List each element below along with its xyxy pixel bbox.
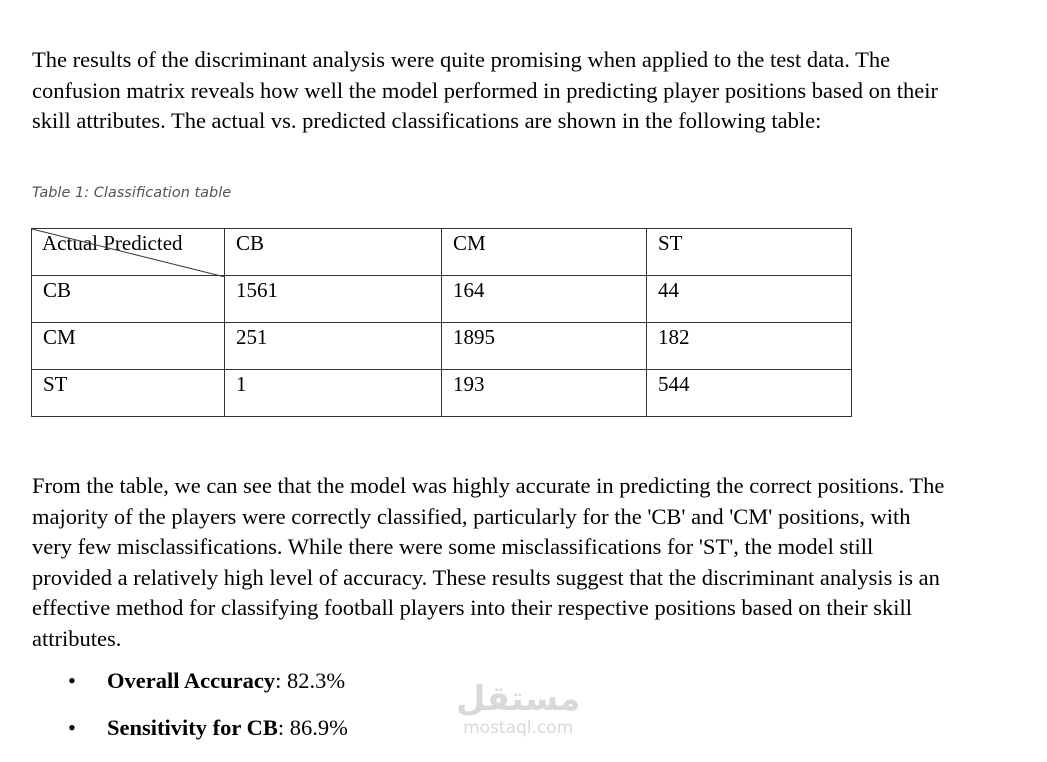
table-cell: 544 xyxy=(647,370,852,417)
watermark-logo xyxy=(456,680,580,738)
metric-value: : 82.3% xyxy=(275,668,346,693)
header-cell: ST xyxy=(647,229,852,276)
table-cell: 164 xyxy=(442,276,647,323)
row-label: ST xyxy=(32,370,225,417)
table-row xyxy=(32,370,852,417)
row-label: CM xyxy=(32,323,225,370)
table-cell: 1895 xyxy=(442,323,647,370)
corner-label: Actual Predicted xyxy=(42,231,183,255)
table-row xyxy=(32,276,852,323)
table-row xyxy=(32,323,852,370)
table-cell: 1561 xyxy=(225,276,442,323)
discussion-paragraph: From the table, we can see that the model was highly accurate in predicting the correct positions. The majority of the players were correctly classified, particularly for the 'CB' and 'CM' positions, with very few misclassifications. While there were some misclassifications for 'ST', the model still provided a relatively high level of accuracy. These results suggest that the discriminant analysis is an effective method for classifying football players into their respective positions based on their skill attributes. xyxy=(32,473,945,651)
metric-item xyxy=(68,668,348,715)
row-label: CB xyxy=(32,276,225,323)
watermark-arabic: مستقل xyxy=(456,679,581,719)
metric-label: Overall Accuracy xyxy=(107,668,276,693)
table-cell: 193 xyxy=(442,370,647,417)
metric-label: Sensitivity for CB xyxy=(107,715,278,740)
intro-paragraph: The results of the discriminant analysis were quite promising when applied to the test data. The confusion matrix reveals how well the model performed in predicting player positions based on their skill attributes. The actual vs. predicted classifications are shown in the following table: xyxy=(32,47,939,133)
header-cell: CM xyxy=(442,229,647,276)
metric-item xyxy=(68,715,348,762)
header-cell: CB xyxy=(225,229,442,276)
classification-table xyxy=(31,228,852,417)
metrics-list xyxy=(68,668,348,762)
table-cell: 1 xyxy=(225,370,442,417)
table-cell: 44 xyxy=(647,276,852,323)
metric-value: : 86.9% xyxy=(277,715,348,740)
table-caption: Table 1: Classification table xyxy=(32,185,232,201)
table-header-row xyxy=(32,229,852,276)
table-cell: 251 xyxy=(225,323,442,370)
diagonal-line xyxy=(32,229,225,277)
corner-cell xyxy=(32,229,225,276)
table-cell: 182 xyxy=(647,323,852,370)
watermark-latin: mostaql.com xyxy=(463,718,574,738)
